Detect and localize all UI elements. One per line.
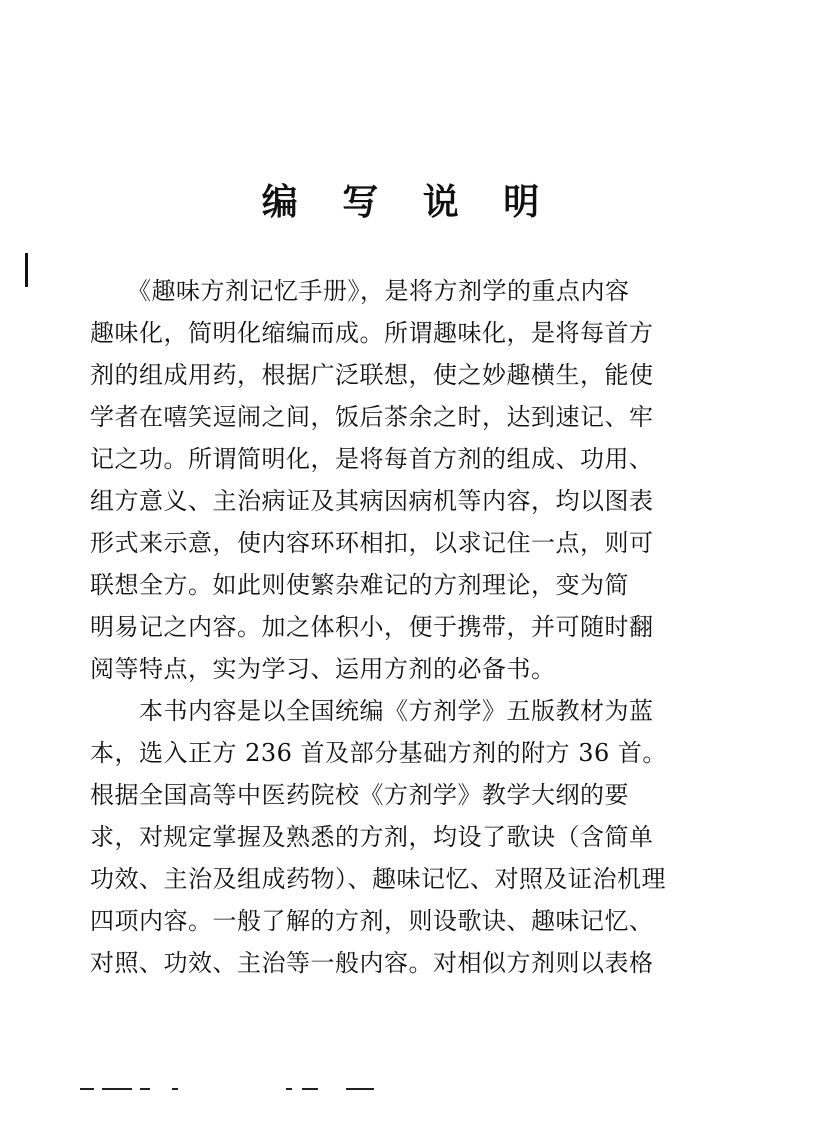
page-title: 编 写 说 明 (261, 181, 556, 223)
scan-mark (140, 1088, 150, 1090)
text-line: 阅等特点，实为学习、运用方剂的必备书。 (90, 655, 556, 683)
scan-mark (286, 1088, 292, 1090)
text-line: 功效、主治及组成药物）、趣味记忆、对照及证治机理 (90, 865, 666, 893)
text-line: 本，选入正方 236 首及部分基础方剂的附方 36 首。 (90, 739, 667, 767)
text-line: 《趣味方剂记忆手册》，是将方剂学的重点内容 (90, 277, 630, 305)
margin-mark (25, 253, 28, 287)
text-line: 联想全方。如此则使繁杂难记的方剂理论，变为简 (90, 571, 629, 599)
scan-mark (346, 1088, 374, 1090)
scan-mark (302, 1088, 318, 1090)
scan-mark (102, 1088, 132, 1090)
footer-scan-marks (80, 1084, 400, 1094)
text-line: 剂的组成用药，根据广泛联想，使之妙趣横生，能使 (90, 361, 654, 389)
text-line: 本书内容是以全国统编《方剂学》五版教材为蓝 (90, 697, 654, 725)
scan-mark (80, 1088, 94, 1090)
text-line: 记之功。所谓简明化，是将每首方剂的组成、功用、 (90, 445, 654, 473)
text-line: 对照、功效、主治等一般内容。对相似方剂则以表格 (90, 949, 654, 977)
text-line: 明易记之内容。加之体积小，便于携带，并可随时翻 (90, 613, 654, 641)
text-line: 趣味化，简明化缩编而成。所谓趣味化，是将每首方 (90, 319, 654, 347)
body-text (90, 270, 726, 984)
text-line: 学者在嘻笑逗闹之间，饭后茶余之时，达到速记、牢 (90, 403, 654, 431)
text-line: 四项内容。一般了解的方剂，则设歌诀、趣味记忆、 (90, 907, 654, 935)
text-line: 组方意义、主治病证及其病因病机等内容，均以图表 (90, 487, 654, 515)
scan-mark (172, 1088, 178, 1090)
text-line: 根据全国高等中医药院校《方剂学》教学大纲的要 (90, 781, 629, 809)
text-line: 求，对规定掌握及熟悉的方剂，均设了歌诀（含简单 (90, 823, 654, 851)
text-line: 形式来示意，使内容环环相扣，以求记住一点，则可 (90, 529, 654, 557)
